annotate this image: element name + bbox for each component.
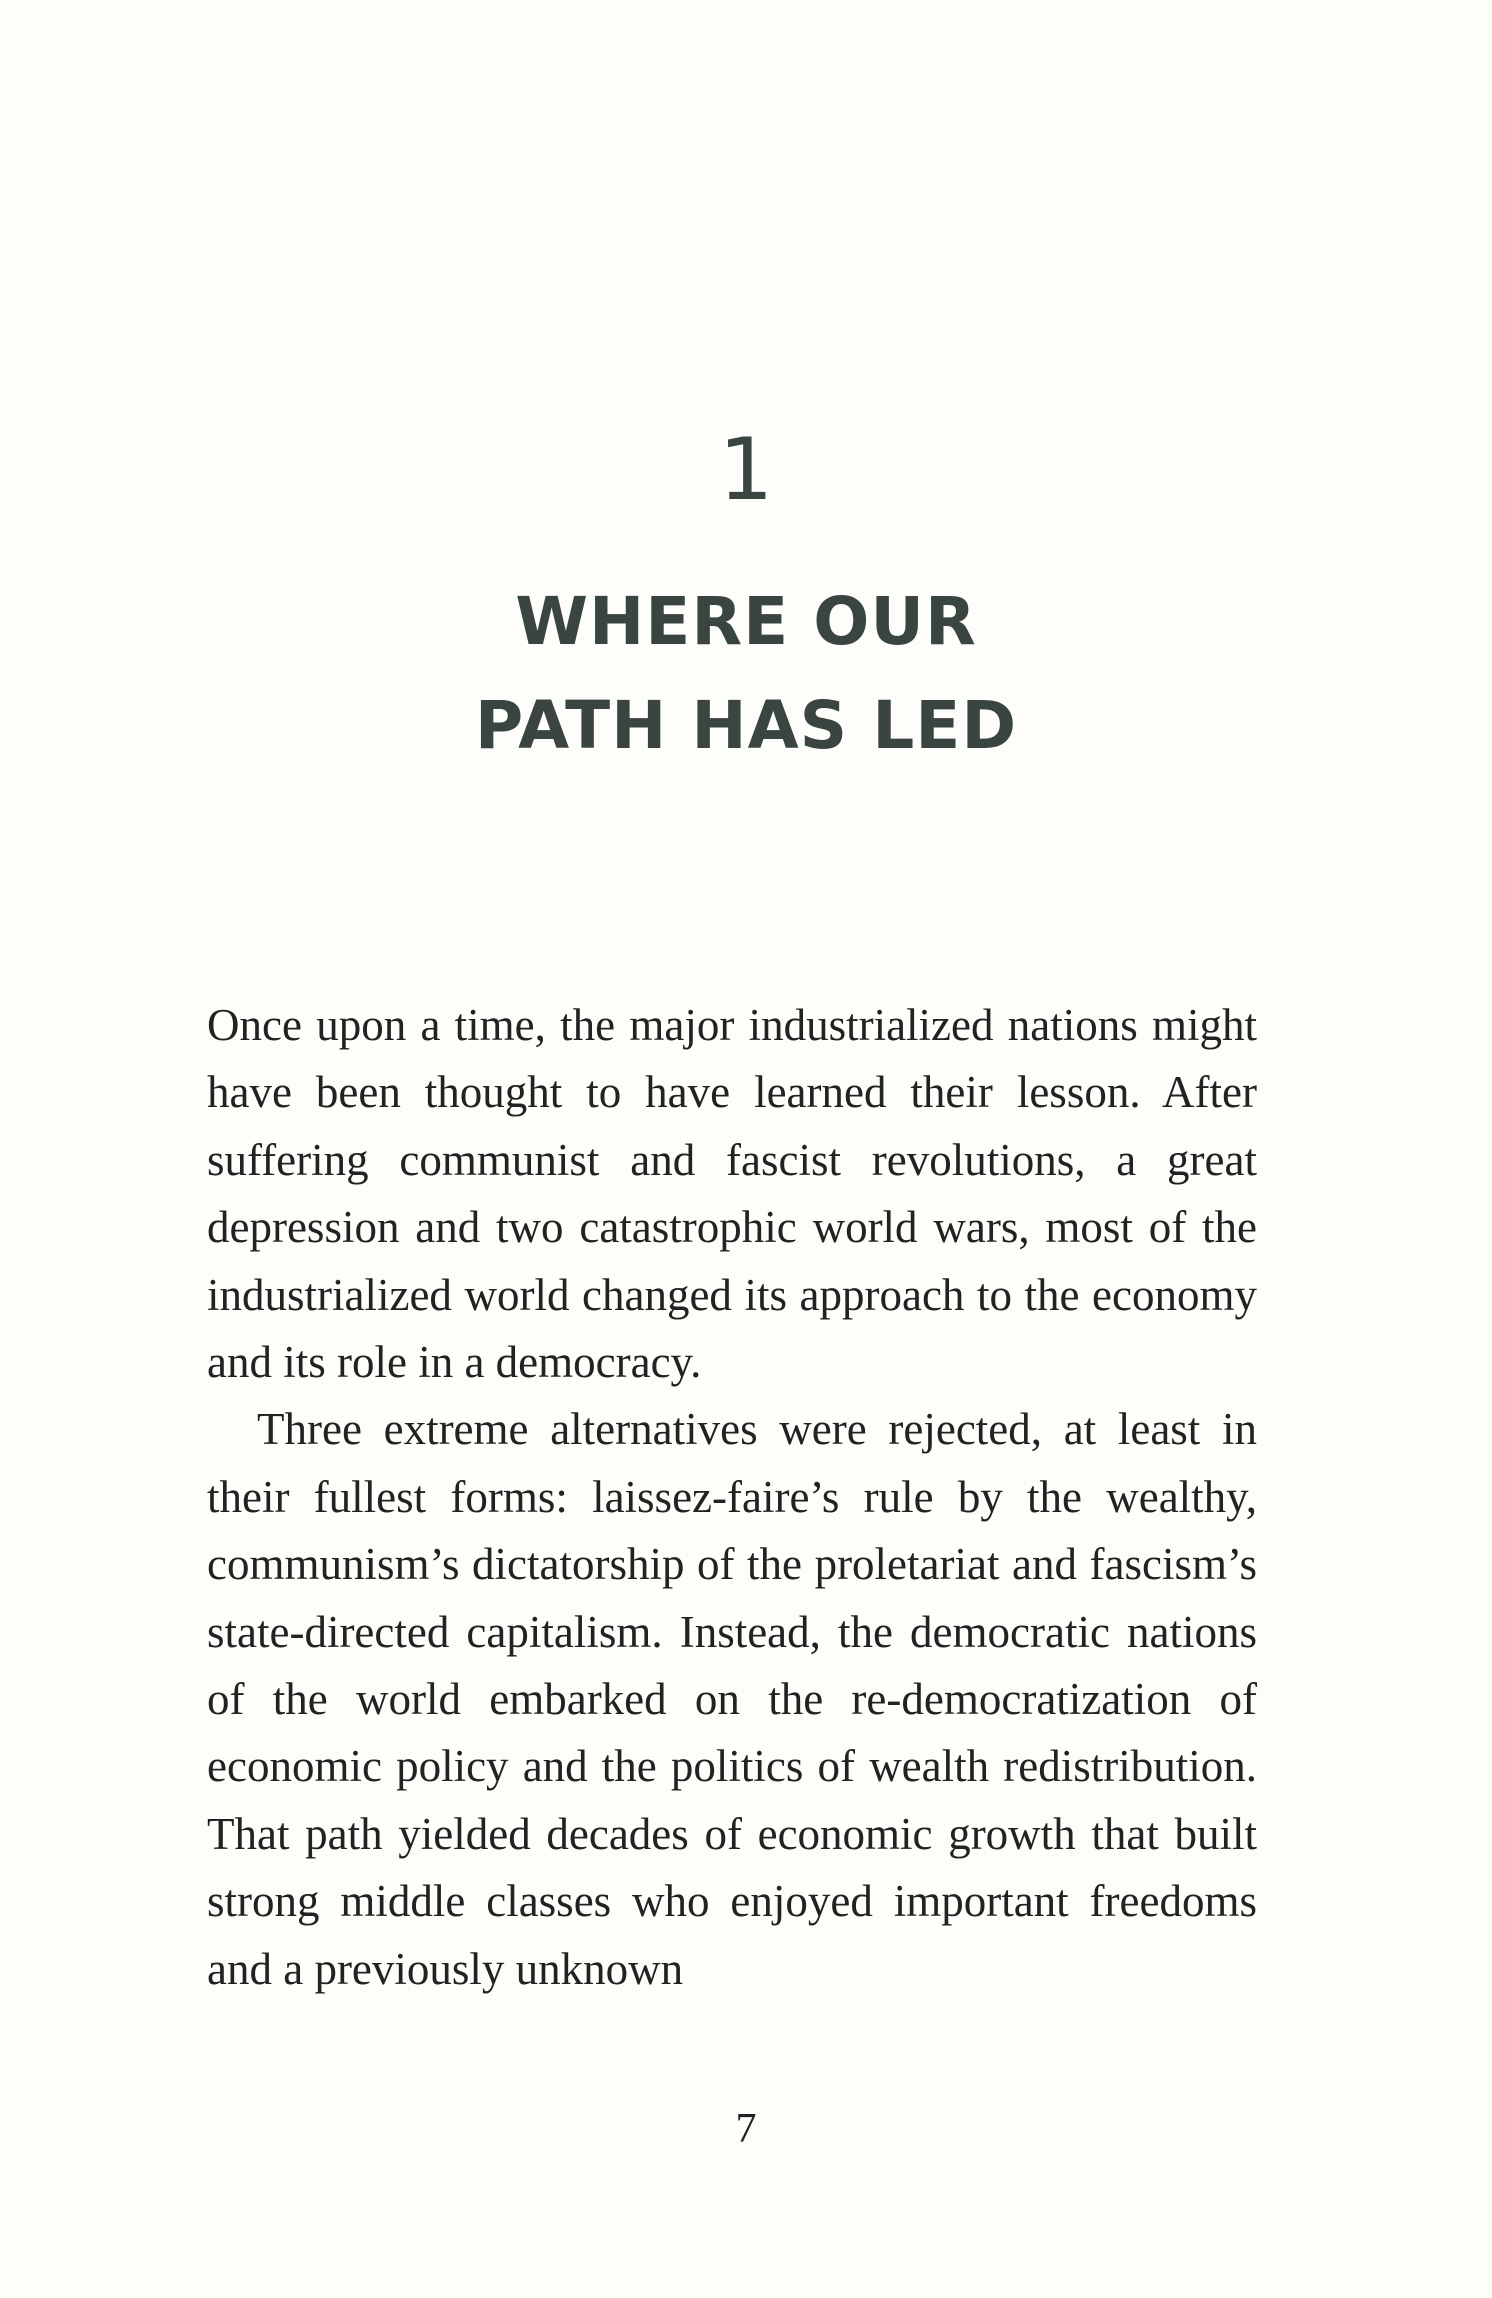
page-number: 7 — [735, 2106, 757, 2152]
body-text — [207, 992, 1257, 2003]
chapter-title — [0, 570, 1492, 778]
chapter-title-line-2: PATH HAS LED — [474, 687, 1018, 764]
paragraph: Once upon a time, the major industrialized nations might have been thought to have learned their lesson. After suffering communist and fascist revolutions, a great depression and two catastrophic world wars, most of the industrialized world changed its approach to the economy and its role in a democracy. — [207, 1000, 1257, 1388]
paragraph: Three extreme alternatives were rejected, at least in their fullest forms: laissez-faire’s rule by the wealthy, communism’s dictatorship of the proletariat and fascism’s state-directed capitalism. Instead, the democratic nations of the world embarked on the re-democratization of economic policy and the politics of wealth redistribution. That path yielded decades of economic growth that built strong middle classes who enjoyed important freedoms and a previously unknown — [207, 1404, 1257, 1994]
chapter-number: 1 — [718, 420, 774, 520]
chapter-title-line-1: WHERE OUR — [515, 583, 977, 660]
